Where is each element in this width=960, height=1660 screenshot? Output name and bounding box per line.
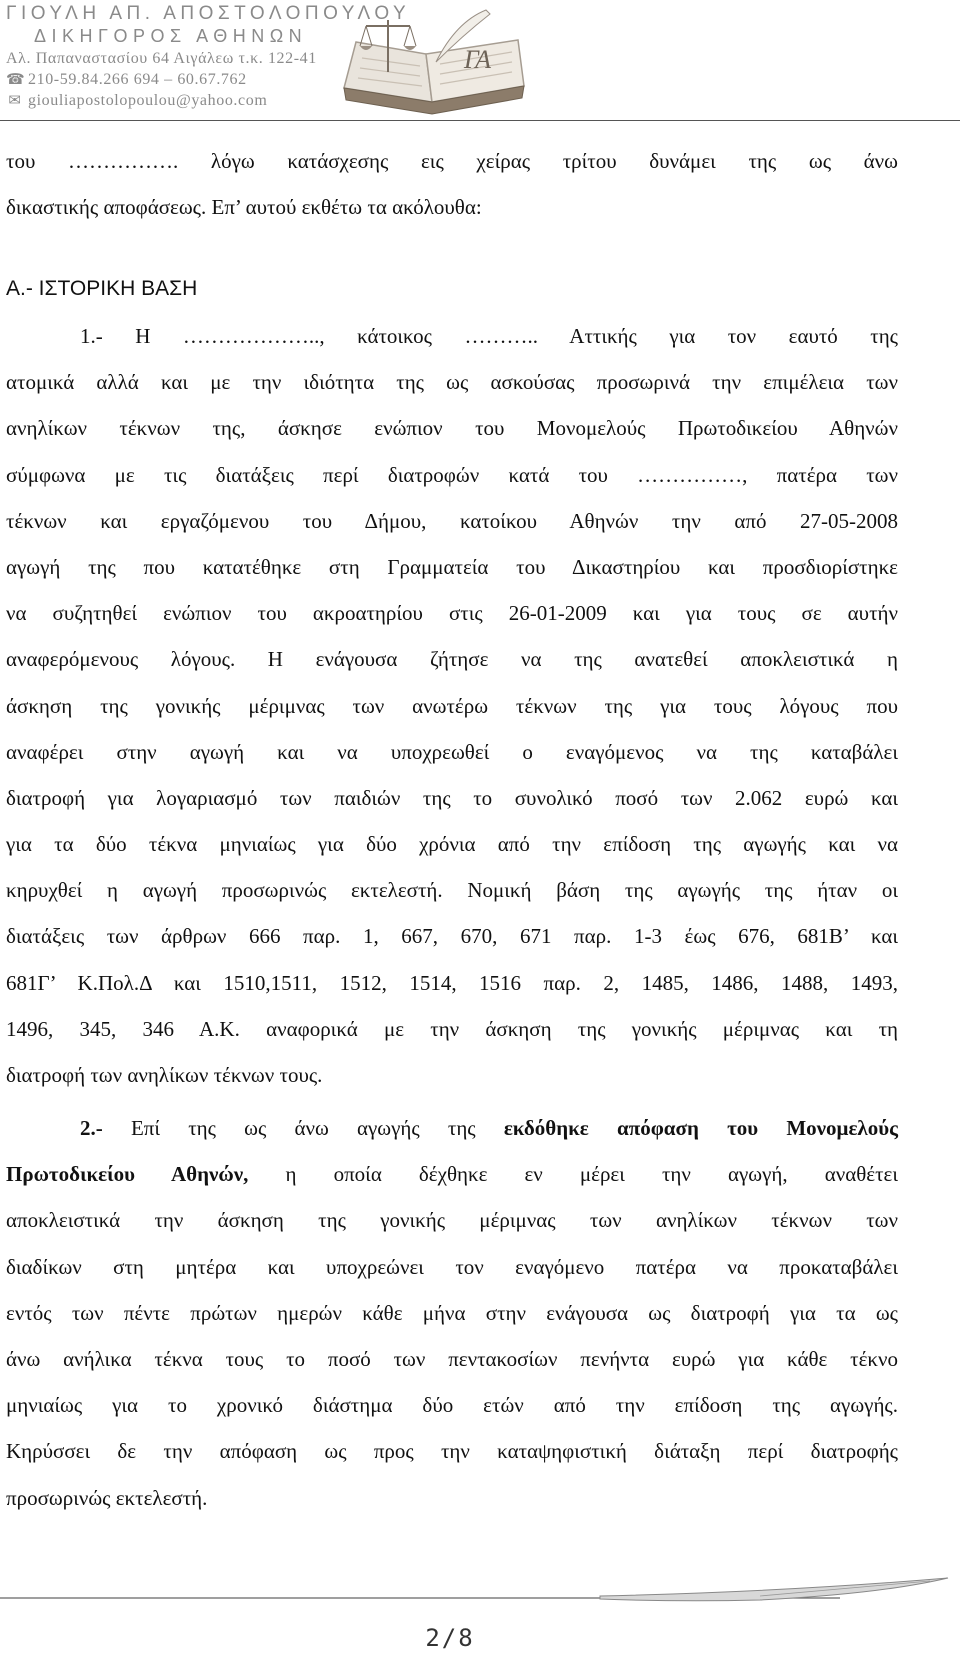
item-number: 2.- (80, 1116, 103, 1140)
text-line: σύμφωνα με τις διατάξεις περί διατροφών κατά του ……………, πατέρα των (6, 462, 898, 487)
text-line: για τα δύο τέκνα μηνιαίως για δύο χρόνια από την επίδοση της αγωγής και να (6, 832, 898, 857)
lawyer-title: ΔΙΚΗΓΟΡΟΣ ΑΘΗΝΩΝ (34, 26, 308, 46)
text-line: διατάξεις των άρθρων 666 παρ. 1, 667, 670, 671 παρ. 1-3 έως 676, 681Β’ και (6, 924, 898, 949)
text-run: Επί της ως άνω αγωγής της (102, 1116, 504, 1140)
text-line: αναφερόμενους λόγους. Η ενάγουσα ζήτησε να της ανατεθεί αποκλειστικά η (6, 647, 898, 672)
text-line: αποκλειστικά την άσκηση της γονικής μέριμνας των ανηλίκων τέκνων των (6, 1208, 898, 1233)
heading-text: Α.- ΙΣΤΟΡΙΚΗ ΒΑΣΗ (6, 277, 198, 300)
paragraph-intro (6, 138, 898, 230)
text-line: διατροφή για λογαριασμό των παιδιών της το συνολικό ποσό των 2.062 ευρώ και (6, 785, 898, 810)
letterhead-divider (0, 120, 960, 121)
logo-initials: ΓΑ (464, 45, 491, 74)
bold-text-run: εκδόθηκε απόφαση του Μονομελούς (503, 1116, 898, 1140)
phone-numbers: 210-59.84.266 694 – 60.67.762 (28, 71, 247, 88)
text-line (6, 1151, 898, 1197)
text-line: αγωγή της που κατατέθηκε στη Γραμματεία του Δικαστηρίου και προσδιορίστηκε (6, 554, 898, 579)
text-run: η οποία δέχθηκε εν μέρει την αγωγή, αναθέτει (248, 1162, 898, 1187)
text-line: τέκνων και εργαζόμενου του Δήμου, κατοίκου Αθηνών την από 27-05-2008 (6, 508, 898, 533)
lawyer-name: ΓΙΟΥΛΗ ΑΠ. ΑΠΟΣΤΟΛΟΠΟΥΛΟΥ (6, 3, 411, 24)
section-heading (6, 266, 898, 312)
text-line: 681Γ’ Κ.Πολ.Δ και 1510,1511, 1512, 1514, 1516 παρ. 2, 1485, 1486, 1488, 1493, (6, 970, 898, 995)
letterhead (0, 0, 960, 122)
text-line: Κηρύσσει δε την απόφαση ως προς την καταψηφιστική διάταξη περί διατροφής (6, 1439, 898, 1464)
text-line: να συζητηθεί ενώπιον του ακροατηρίου στις 26-01-2009 και για τους σε αυτήν (6, 601, 898, 626)
text-line: 1496, 345, 346 Α.Κ. αναφορικά με την άσκηση της γονικής μέριμνας και τη (6, 1016, 898, 1041)
text-line: εντός των πέντε πρώτων ημερών κάθε μήνα στην ενάγουσα ως διατροφή για τα ως (6, 1300, 898, 1325)
text-line: προσωρινώς εκτελεστή. (6, 1485, 208, 1510)
paragraph-2 (6, 1105, 898, 1521)
text-line: άνω ανήλικα τέκνα τους το ποσό των πεντακοσίων πενήντα ευρώ για κάθε τέκνο (6, 1346, 898, 1371)
scales-logo-icon (336, 2, 530, 118)
text-line: αναφέρει στην αγωγή και να υποχρεωθεί ο εναγόμενος να της καταβάλει (6, 739, 898, 764)
phone-icon: ☎ (6, 71, 26, 88)
text-line: μηνιαίως για το χρονικό διάστημα δύο ετών από την επίδοση της αγωγής. (6, 1393, 898, 1418)
text-line: ατομικά αλλά και με την ιδιότητα της ως ασκούσας προσωρινά την επιμέλεια των (6, 370, 898, 395)
page-number: 2/8 (425, 1624, 475, 1652)
text-line: του ……………. λόγω κατάσχεσης εις χείρας τρίτου δυνάμει της ως άνω (6, 149, 898, 173)
address-line: Αλ. Παπαναστασίου 64 Αιγάλεω τ.κ. 122-41 (6, 50, 317, 67)
bold-text-run: Πρωτοδικείου Αθηνών, (6, 1162, 249, 1187)
text-line: δικαστικής αποφάσεως. Επ’ αυτού εκθέτω τα ακόλουθα: (6, 195, 482, 220)
text-line: ανηλίκων τέκνων της, άσκησε ενώπιον του Μονομελούς Πρωτοδικείου Αθηνών (6, 416, 898, 441)
text-line (6, 1105, 898, 1151)
text-line: άσκηση της γονικής μέριμνας των ανωτέρω τέκνων της για τους λόγους που (6, 693, 898, 718)
email-address: giouliapostolopoulou@yahoo.com (28, 92, 268, 109)
paragraph-1 (6, 313, 898, 1098)
text-line: 1.- Η ……………….., κάτοικος ……….. Αττικής για τον εαυτό της (80, 324, 898, 348)
text-line: κηρυχθεί η αγωγή προσωρινώς εκτελεστή. Νομική βάση της αγωγής της ήταν οι (6, 878, 898, 903)
footer-quill-rule (0, 1572, 960, 1612)
text-line: διαδίκων στη μητέρα και υποχρεώνει τον εναγόμενο πατέρα να προκαταβάλει (6, 1254, 898, 1279)
email-icon: ✉ (8, 92, 22, 109)
text-line: διατροφή των ανηλίκων τέκνων τους. (6, 1063, 323, 1087)
